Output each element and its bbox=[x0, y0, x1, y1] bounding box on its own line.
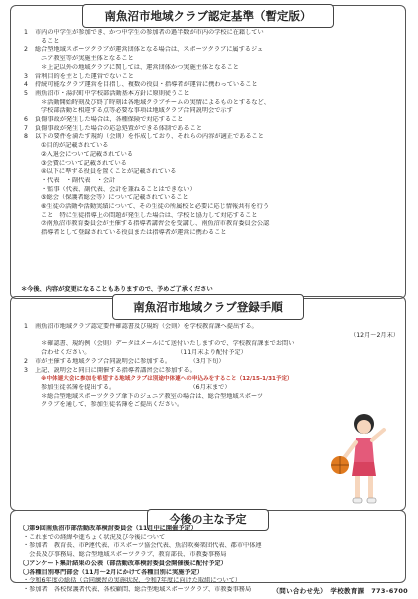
item-number bbox=[17, 332, 35, 341]
list-item bbox=[17, 323, 399, 332]
item-number bbox=[17, 64, 35, 73]
schedule-item: 会長及び事務局、総合型地域スポーツクラブ、教育部長、市教委事務局 bbox=[23, 551, 227, 559]
registration-title: 南魚沼市地域クラブ登録手順 bbox=[112, 294, 304, 320]
item-number bbox=[17, 151, 35, 160]
list-item bbox=[17, 367, 399, 376]
list-item bbox=[17, 375, 399, 384]
list-item bbox=[17, 81, 399, 90]
item-text: ①目的が記載されている bbox=[41, 142, 109, 150]
list-item bbox=[17, 116, 399, 125]
standards-note: ＊今後、内容が変更になることもありますので、予めご了承ください bbox=[21, 286, 213, 293]
item-text: 学校部活動と相違する点等必要な事項は地域クラブ合同説明会で示す bbox=[41, 107, 233, 115]
item-number bbox=[17, 107, 35, 116]
item-number bbox=[17, 186, 35, 195]
list-item bbox=[17, 142, 399, 151]
item-text: クラブを通して、参加生徒名簿をご提出ください。 bbox=[41, 401, 184, 409]
item-text: ⑤総会（保護者総会等）について記載されていること bbox=[41, 194, 189, 202]
item-text: ＊活動開始時刻及び終了時刻は各地域クラブチームの実情によるものとするなど、 bbox=[41, 98, 270, 106]
item-number bbox=[17, 229, 35, 238]
item-number bbox=[17, 340, 35, 349]
list-item bbox=[17, 358, 399, 367]
item-number bbox=[17, 142, 35, 151]
item-number: 6 bbox=[24, 116, 28, 124]
item-number bbox=[17, 349, 35, 358]
standards-panel bbox=[10, 5, 406, 299]
list-item bbox=[17, 99, 399, 108]
list-item bbox=[17, 151, 399, 160]
list-item bbox=[17, 186, 399, 195]
item-text: 市が主催する地域クラブ合同説明会に参加する。 （3月下旬） bbox=[35, 357, 225, 365]
list-item bbox=[17, 220, 399, 229]
item-text: ※中体連大会に参加を希望する地域クラブは別途中体連への申込みをすること（12/15-1/31予定） bbox=[41, 376, 293, 383]
item-number: 7 bbox=[24, 124, 28, 132]
list-item bbox=[17, 212, 399, 221]
item-text: （12月～2月末） bbox=[350, 331, 399, 339]
standards-list bbox=[17, 29, 399, 238]
item-text: ④以下に準ずる役員を置くことが記載されている bbox=[41, 168, 177, 176]
item-text: 総合型地域スポーツクラブが運営団体となる場合は、スポーツクラブに属するジュ bbox=[35, 46, 264, 54]
item-number: 3 bbox=[24, 366, 28, 374]
list-item bbox=[17, 168, 399, 177]
item-number bbox=[17, 99, 35, 108]
item-text: 南魚沼市地域クラブ認定要件確認書及び規約（会則）を学校教育課へ提出する。 bbox=[35, 323, 258, 330]
item-text: ②入退会について記載されている bbox=[41, 150, 134, 158]
item-number bbox=[17, 220, 35, 229]
list-item bbox=[17, 133, 399, 142]
item-number bbox=[17, 168, 35, 177]
item-text: ＊上記以外の地域クラブに関しては、運営団体かつ実施主体となること bbox=[41, 63, 239, 71]
item-text: ⑦南魚沼市教育委員会が主催する指導者講習会を受講し、南魚沼市教育委員会公認 bbox=[41, 220, 270, 228]
item-text: ・監事（代表、副代表、会計を兼ねることはできない） bbox=[41, 185, 196, 193]
item-number bbox=[17, 401, 35, 410]
list-item bbox=[17, 160, 399, 169]
list-item bbox=[17, 401, 399, 410]
item-number: 4 bbox=[24, 81, 28, 89]
item-text: ③会費について記載されている bbox=[41, 159, 127, 167]
item-text: 参加生徒名簿を提出する。 （6月末まで） bbox=[41, 383, 231, 391]
item-text: こと 特に生徒指導上の問題が発生した場合は、学校と協力して対応すること bbox=[41, 211, 258, 219]
schedule-item: 〇第9回南魚沼市部活動改革検討委員会（11月中に開催予定） bbox=[23, 525, 197, 532]
list-item bbox=[17, 203, 399, 212]
item-text: ⑥生徒の活動や活動実績について、その生徒の所属校と必要に応じ情報共有を行う bbox=[41, 203, 270, 211]
item-text: 負傷事故が発生した場合の応急処置ができる体制であること bbox=[35, 124, 203, 132]
list-item bbox=[17, 125, 399, 134]
list-item bbox=[17, 349, 399, 358]
list-item bbox=[17, 73, 399, 82]
schedule-item: ・令和6年度の総括（合同練習の実施状況、令和7年度に向けた取組について） bbox=[23, 577, 242, 585]
item-text: 負傷事故が発生した場合は、各種保険で対応すること bbox=[35, 116, 184, 124]
item-text: 合わせください。 （11月末より配付予定） bbox=[41, 349, 247, 357]
standards-title: 南魚沼市地域クラブ認定基準（暫定版） bbox=[82, 4, 334, 28]
item-number bbox=[17, 177, 35, 186]
item-number: 3 bbox=[24, 72, 28, 80]
schedule-item: ・参加者 教育長、市P連代表、市スポーツ協会代表、魚沼吹奏楽団代表、郡市中体連 bbox=[23, 542, 262, 550]
item-number bbox=[17, 194, 35, 203]
item-number: 2 bbox=[24, 357, 28, 365]
item-text: ＊確認書、規約例（会則）データはメールにて送付いたしますので、学校教育課までお問い bbox=[41, 340, 295, 348]
item-number: 1 bbox=[24, 323, 28, 330]
schedule-item: ・参加者 各校保護者代表、各校顧問、総合型地域スポーツクラブ、市教委事務局 bbox=[23, 585, 252, 593]
schedule-item: 〇各種目別専門部会（11月～2月にかけて各種目別に実施予定） bbox=[23, 568, 203, 576]
list-item bbox=[17, 393, 399, 402]
item-number bbox=[17, 375, 35, 384]
item-text: ＊総合型地域スポーツクラブ傘下のジュニア教室の場合は、総合型地域スポーツ bbox=[41, 392, 264, 400]
item-text: ること bbox=[41, 37, 60, 45]
schedule-title: 今後の主な予定 bbox=[147, 509, 269, 531]
list-item bbox=[17, 55, 399, 64]
item-text: 市内の中学生が参加でき、かつ中学生の参加者の過半数が市内の学校に在籍してい bbox=[35, 29, 264, 36]
list-item bbox=[17, 194, 399, 203]
item-text: 上記、説明会と同日に開催する指導者講習会に参加する。 bbox=[35, 366, 196, 374]
list-item bbox=[17, 229, 399, 238]
item-text: 持続可能なクラブ運営を目指し、複数の役員・指導者が運営に携わっていること bbox=[35, 81, 258, 89]
item-number: 1 bbox=[24, 29, 28, 36]
list-item bbox=[17, 107, 399, 116]
list-item bbox=[17, 38, 399, 47]
list-item bbox=[17, 177, 399, 186]
item-text: ニア教室等が実施主体となること bbox=[41, 55, 134, 63]
schedule-item: ・これまでの経緯や進ちょく状況及び今後について bbox=[23, 533, 166, 541]
item-text: 営利目的を主とした運営でないこと bbox=[35, 72, 134, 80]
list-item bbox=[17, 46, 399, 55]
contact-footer: （問い合わせ先） 学校教育課 773-6700 bbox=[272, 587, 408, 595]
list-item bbox=[17, 29, 399, 38]
item-number bbox=[17, 160, 35, 169]
item-number bbox=[17, 393, 35, 402]
schedule-item: 〇アンケート集計結果の公表（部活動改革検討委員会開催後に配付予定） bbox=[23, 559, 227, 567]
list-item bbox=[17, 90, 399, 99]
item-number: 5 bbox=[24, 89, 28, 97]
list-item bbox=[17, 64, 399, 73]
item-number: 2 bbox=[24, 46, 28, 54]
basketball-player-illustration bbox=[328, 410, 390, 510]
item-number bbox=[17, 384, 35, 393]
list-item bbox=[17, 332, 399, 341]
item-number bbox=[17, 203, 35, 212]
list-item bbox=[17, 384, 399, 393]
item-number bbox=[17, 55, 35, 64]
item-text: 南魚沼市・湯沢町中学校部活動基本方針に原則従うこと bbox=[35, 89, 190, 97]
item-number: 8 bbox=[24, 133, 28, 141]
registration-list bbox=[17, 323, 399, 410]
item-number bbox=[17, 38, 35, 47]
item-text: 以下の要件を満たす規約（会則）を作成しており、それらの内容が適正であること bbox=[35, 133, 264, 141]
item-number bbox=[17, 212, 35, 221]
item-text: ・代表 ・副代表 ・会計 bbox=[41, 176, 116, 184]
schedule-list bbox=[23, 525, 397, 595]
list-item bbox=[17, 340, 399, 349]
item-text: 指導者として登録されている役員または指導者が運営に携わること bbox=[41, 229, 227, 237]
